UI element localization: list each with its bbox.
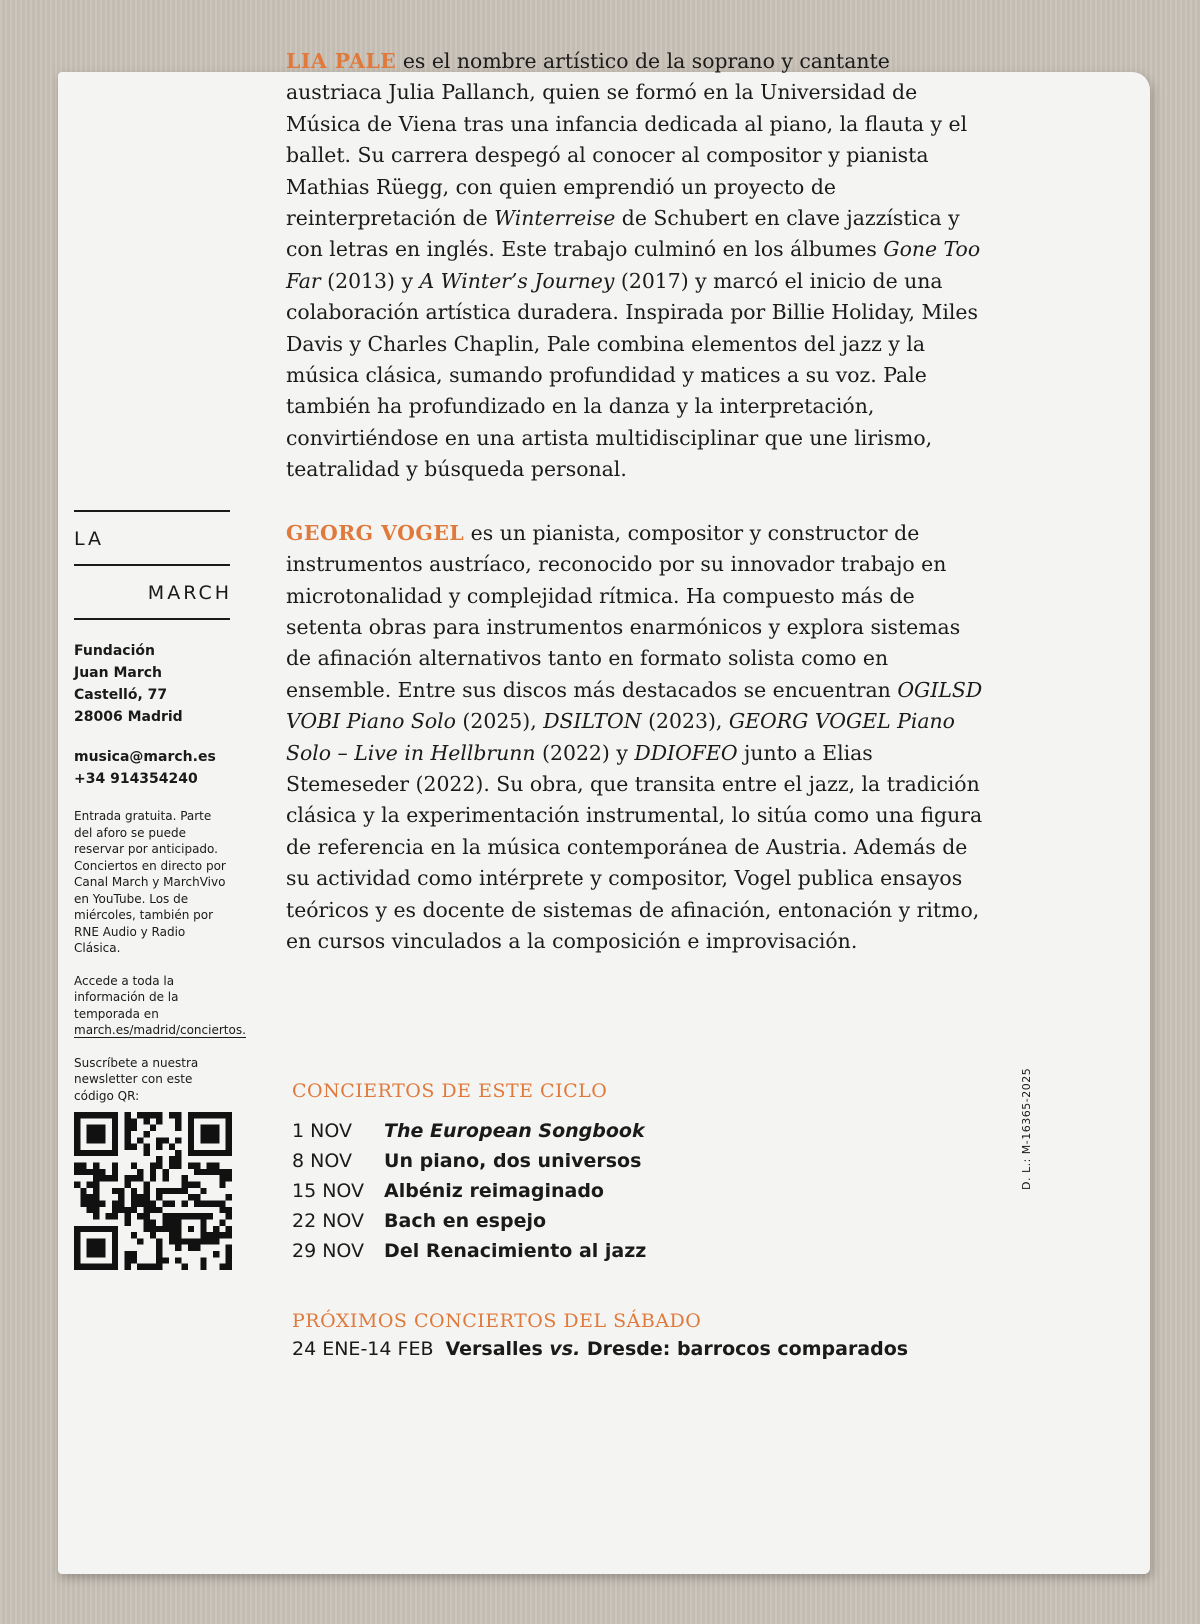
concert-title: Del Renacimiento al jazz	[384, 1240, 647, 1262]
concert-date: 22 NOV	[292, 1210, 365, 1232]
concert-title: Albéniz reimaginado	[384, 1180, 604, 1202]
album-title: DDIOFEO	[634, 740, 738, 765]
address-line: Castelló, 77	[74, 687, 168, 703]
bio-text: de Schubert en clave jazzística y con letras en inglés. Este trabajo culminó en los álbumes	[286, 206, 960, 262]
la-march-logo	[74, 510, 232, 622]
cycle-concerts	[292, 1080, 992, 1266]
concert-date: 29 NOV	[292, 1240, 365, 1262]
bio-text: (2025),	[455, 709, 544, 734]
upcoming-list	[292, 1334, 992, 1364]
season-link[interactable]: march.es/madrid/conciertos.	[74, 1023, 246, 1037]
address	[74, 640, 232, 728]
address-line: Fundación	[74, 643, 155, 659]
info-block	[74, 808, 246, 1104]
season-info	[74, 973, 246, 1039]
concert-title: The European Songbook	[384, 1120, 645, 1142]
address-line: Juan March	[74, 665, 163, 681]
concert-date: 8 NOV	[292, 1150, 352, 1172]
upcoming-concerts	[292, 1310, 992, 1364]
bio-text: (2017) y marcó el inicio de una colaboración artística duradera. Inspirada por Billie Holiday, Miles Davis y Charles Chaplin, Pale combina elementos del jazz y la música clásica, sumando profundidad y matices a su voz. Pale también ha profundizado en la danza y la interpretación, convirtiéndose en una artista multidisciplinar que une lirismo, teatralidad y búsqueda personal.	[286, 268, 978, 482]
bio-text: (2023),	[641, 709, 729, 734]
album-title: Gone Too Far	[286, 237, 981, 293]
album-title: Winterreise	[494, 206, 616, 231]
album-title: OGILSD VOBI Piano Solo	[286, 677, 983, 734]
bio-text: (2022) y	[535, 740, 635, 765]
album-title: GEORG VOGEL Piano Solo – Live in Hellbrunn	[286, 709, 955, 765]
title-part: Versalles	[445, 1338, 550, 1360]
logo-rule	[74, 564, 230, 566]
bio-text: es un pianista, compositor y constructor de instrumentos austríaco, reconocido por su innovador trabajo en microtonalidad y complejidad rítmica. Ha compuesto más de setenta obras para instrumentos enarmónicos y explora sistemas de afinación alternativos tanto en formato solista como en ensemble. Entre sus discos más destacados se encuentran	[286, 520, 961, 702]
artist-name: GEORG VOGEL	[286, 520, 465, 545]
legal-deposit: D. L.: M-16365-2025	[1020, 1067, 1033, 1190]
title-vs: vs.	[549, 1338, 581, 1360]
newsletter-info: Suscríbete a nuestra newsletter con este código QR:	[74, 1055, 199, 1103]
phone-number: +34 914354240	[74, 771, 198, 787]
concert-title	[445, 1338, 908, 1360]
logo-la: LA	[74, 528, 105, 550]
logo-march: MARCH	[147, 582, 232, 604]
admission-info: Entrada gratuita. Parte del aforo se puede reservar por anticipado. Conciertos en directo por Canal March y MarchVivo en YouTube. Los de miércoles, también por RNE Audio y Radio Clásica.	[74, 809, 226, 955]
bio-text: junto a Elias Stemeseder (2022). Su obra, que transita entre el jazz, la tradición clásica y la experimentación instrumental, lo sitúa como una figura de referencia en la música contemporánea de Austria. Además de su actividad como intérprete y compositor, Vogel publica ensayos teóricos y es docente de sistemas de afinación, entonación y ritmo, en cursos vinculados a la composición e improvisación.	[286, 740, 983, 953]
artist-name: LIA PALE	[286, 49, 397, 73]
season-info-text: Accede a toda la información de la temporada en	[74, 973, 179, 1021]
bio-text: (2013) y	[320, 268, 420, 293]
concert-title: Un piano, dos universos	[384, 1150, 642, 1172]
address-line: 28006 Madrid	[74, 709, 183, 725]
upcoming-heading: PRÓXIMOS CONCIERTOS DEL SÁBADO	[292, 1310, 702, 1332]
album-title: DSILTON	[543, 709, 642, 734]
logo-rule	[74, 618, 230, 620]
logo-rule	[74, 510, 230, 512]
concert-item	[292, 1116, 992, 1146]
qr-code[interactable]	[74, 1112, 232, 1270]
concert-item	[292, 1206, 992, 1236]
bio-text: es el nombre artístico de la soprano y cantante austriaca Julia Pallanch, quien se formó en la Universidad de Música de Viena tras una infancia dedicada al piano, la flauta y el ballet. Su carrera despegó al conocer al compositor y pianista Mathias Rüegg, con quien emprendió un proyecto de reinterpretación de	[286, 49, 968, 231]
concert-item	[292, 1146, 992, 1176]
biographies	[286, 46, 986, 957]
concert-item	[292, 1334, 992, 1364]
title-part: Dresde: barrocos comparados	[580, 1338, 909, 1360]
sidebar	[74, 510, 246, 1270]
contact	[74, 746, 232, 790]
bio-georg-vogel	[286, 518, 986, 958]
concert-item	[292, 1176, 992, 1206]
concert-item	[292, 1236, 992, 1266]
bio-lia-pale	[286, 46, 986, 486]
cycle-heading: CONCIERTOS DE ESTE CICLO	[292, 1080, 608, 1102]
concert-date: 15 NOV	[292, 1180, 365, 1202]
concert-date: 1 NOV	[292, 1120, 352, 1142]
email-link[interactable]: musica@march.es	[74, 749, 216, 765]
album-title: A Winter’s Journey	[419, 268, 615, 293]
concert-title: Bach en espejo	[384, 1210, 547, 1232]
concert-date: 24 ENE-14 FEB	[292, 1338, 434, 1360]
concert-list	[292, 1116, 992, 1266]
